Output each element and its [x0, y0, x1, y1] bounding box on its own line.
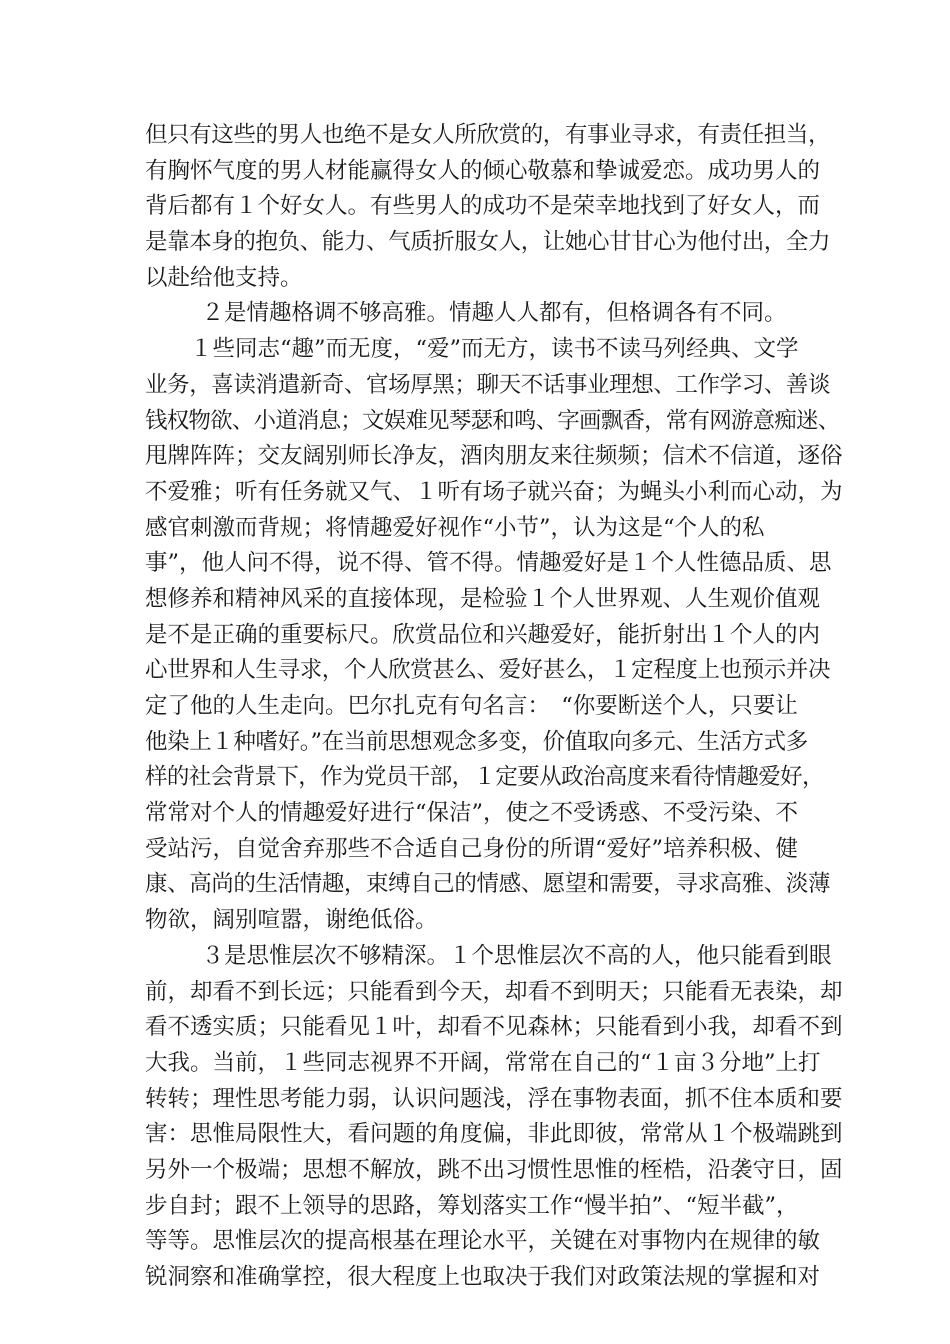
- text-line: 背后都有１个好女人。有些男人的成功不是荣幸地找到了好女人，而: [145, 193, 821, 220]
- text-line: 定了他的人生走向。巴尔扎克有句名言： “你要断送个人，只要让: [145, 693, 798, 719]
- text-line: 感官刺激而背规；将情趣爱好视作“小节”，认为这是“个人的私: [145, 514, 765, 541]
- text-line: 以赴给他支持。: [145, 264, 303, 291]
- text-line: 常常对个人的情趣爱好进行“保洁”，使之不受诱惑、不受污染、不: [145, 800, 799, 827]
- text-line: 事”，他人问不得，说不得、管不得。情趣爱好是１个人性德品质、思: [145, 550, 832, 577]
- text-line: 有胸怀气度的男人材能赢得女人的倾心敬慕和挚诚爱恋。成功男人的: [145, 157, 821, 184]
- text-line: 不爱雅；听有任务就又气、１听有场子就兴奋；为蝇头小利而心动，为: [145, 478, 843, 505]
- text-line: ２是情趣格调不够高雅。情趣人人都有，但格调各有不同。: [179, 300, 787, 327]
- text-line: ３是思惟层次不够精深。１个思惟层次不高的人，他只能看到眼: [179, 942, 832, 969]
- text-line: 物欲，阔别喧嚣，谢绝低俗。: [145, 907, 438, 934]
- text-line: 心世界和人生寻求，个人欣赏甚么、爱好甚么，１定程度上也预示并决: [145, 657, 831, 684]
- text-line: 业务，喜读消遣新奇、官场厚黑；聊天不话事业理想、工作学习、善谈: [145, 371, 831, 398]
- text-line: 甩牌阵阵；交友阔别师长净友，酒肉朋友来往频频；信术不信道，逐俗: [145, 443, 843, 470]
- text-line: 但只有这些的男人也绝不是女人所欣赏的，有事业寻求，有责任担当，: [145, 122, 831, 148]
- text-line: 康、高尚的生活情趣，束缚自己的情感、愿望和需要，寻求高雅、淡薄: [145, 871, 831, 898]
- text-line: 受站污，自觉舍弃那些不合适自己身份的所谓“爱好”培养积极、健: [145, 835, 799, 862]
- text-line: 钱权物欲、小道消息；文娱难见琴瑟和鸣、字画飘香，常有网游意痴迷、: [145, 407, 840, 434]
- text-line: 锐洞察和准确掌控，很大程度上也取决于我们对政策法规的掌握和对: [145, 1264, 821, 1290]
- text-line: 步自封；跟不上领导的思路，筹划落实工作“慢半拍”、“短半截”，: [145, 1192, 799, 1219]
- text-line: 看不透实质；只能看见１叶，却看不见森林；只能看到小我，却看不到: [145, 1014, 843, 1041]
- text-line: 是不是正确的重要标尺。欣赏品位和兴趣爱好，能折射出１个人的内: [145, 621, 821, 648]
- body-text: [145, 118, 843, 1296]
- text-line: 大我。当前，１些同志视界不开阔，常常在自己的“１亩３分地”上打: [145, 1049, 821, 1076]
- text-line: 害：思惟局限性大，看问题的角度偏，非此即彼，常常从１个极端跳到: [145, 1121, 843, 1148]
- text-line: 前，却看不到长远；只能看到今天，却看不到明天；只能看无表染，却: [145, 978, 843, 1005]
- text-line: 等等。思惟层次的提高根基在理论水平，关键在对事物内在规律的敏: [145, 1228, 821, 1255]
- text-line: １些同志“趣”而无度，“爱”而无方，读书不读马列经典、文学: [190, 336, 799, 363]
- text-line: 转转；理性思考能力弱，认识问题浅，浮在事物表面，抓不住本质和要: [145, 1085, 843, 1112]
- text-line: 是靠本身的抱负、能力、气质折服女人，让她心甘甘心为他付出，全力: [145, 229, 831, 256]
- text-line: 他染上１种嗜好。”在当前思想观念多变，价值取向多元、生活方式多: [145, 728, 808, 755]
- text-line: 另外一个极端；思想不解放，跳不出习惯性思惟的桎梏，沿袭守日，固: [145, 1156, 843, 1183]
- text-line: 想修养和精神风采的直接体现，是检验１个人世界观、人生观价值观: [145, 585, 821, 612]
- text-line: 样的社会背景下，作为党员干部，１定要从政治高度来看待情趣爱好，: [145, 764, 824, 791]
